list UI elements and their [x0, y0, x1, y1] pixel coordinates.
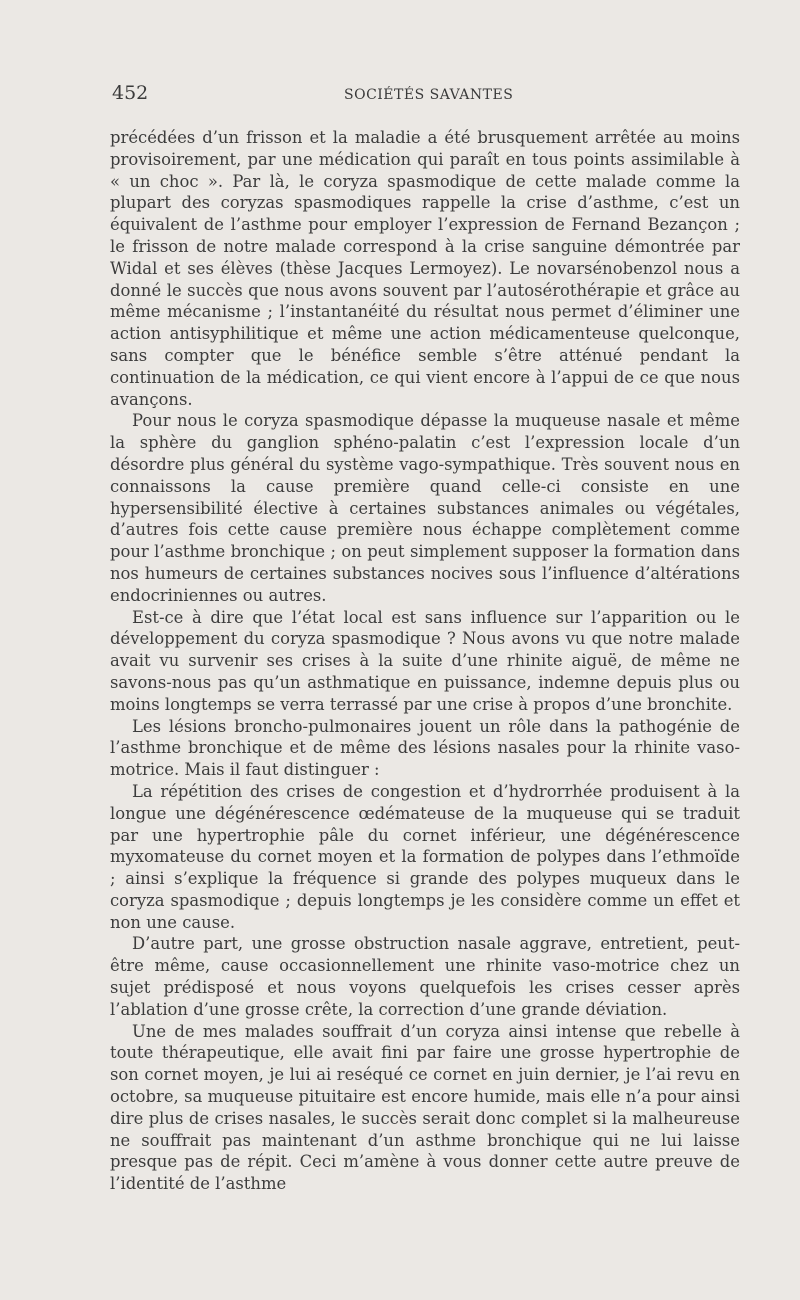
paragraph-4: Les lésions broncho-pulmonaires jouent un rôle dans la pathogénie de l’asthme bronchique et de même des lésions nasales pour la rhinite vaso-motrice. Mais il faut distinguer : [110, 716, 740, 780]
page-number: 452 [112, 82, 149, 104]
paragraph-5: La répétition des crises de congestion et d’hydrorrhée produisent à la longue une dégénérescence œdémateuse de la muqueuse qui se traduit par une hypertrophie pâle du cornet inférieur, une dégénérescence myxomateuse du cornet moyen et la formation de polypes dans l’ethmoïde ; ainsi s’explique la fréquence si grande des polypes muqueux dans le coryza spasmodique ; depuis longtemps je les considère comme un effet et non une cause. [110, 781, 740, 932]
body-text [110, 127, 740, 1195]
paragraph-7: Une de mes malades souffrait d’un coryza ainsi intense que rebelle à toute thérapeutique, elle avait fini par faire une grosse hypertrophie de son cornet moyen, je lui ai reséqué ce cornet en juin dernier, je l’ai revu en octobre, sa muqueuse pituitaire est encore humide, mais elle n’a pour ainsi dire plus de crises nasales, le succès serait donc complet si la malheureuse ne souffrait pas maintenant d’un asthme bronchique qui ne lui laisse presque pas de répit. Ceci m’amène à vous donner cette autre preuve de l’identité de l’asthme [110, 1021, 740, 1194]
paragraph-3: Est-ce à dire que l’état local est sans influence sur l’apparition ou le développement du coryza spasmodique ? Nous avons vu que notre malade avait vu survenir ses crises à la suite d’une rhinite aiguë, de même ne savons-nous pas qu’un asthmatique en puissance, indemne depuis plus ou moins longtemps se verra terrassé par une crise à propos d’une bronchite. [110, 607, 740, 714]
page-header [112, 82, 742, 108]
paragraph-1: précédées d’un frisson et la maladie a été brusquement arrêtée au moins provisoirement, par une médication qui paraît en tous points assimilable à « un choc ». Par là, le coryza spasmodique de cette malade comme la plupart des coryzas spasmodiques rappelle la crise d’asthme, c’est un équivalent de l’asthme pour employer l’expression de Fernand Bezançon ; le frisson de notre malade correspond à la crise sanguine démontrée par Widal et ses élèves (thèse Jacques Lermoyez). Le novarsénobenzol nous a donné le succès que nous avons souvent par l’autosérothérapie et grâce au même mécanisme ; l’instantanéité du résultat nous permet d’éliminer une action antisyphilitique et même une action médicamenteuse quelconque, sans compter que le bénéfice semble s’être atténué pendant la continuation de la médication, ce qui vient encore à l’appui de ce que nous avançons. [110, 128, 740, 409]
running-title: SOCIÉTÉS SAVANTES [344, 87, 514, 103]
paragraph-6: D’autre part, une grosse obstruction nasale aggrave, entretient, peut-être même, cause occasionnellement une rhinite vaso-motrice chez un sujet prédisposé et nous voyons quelquefois les crises cesser après l’ablation d’une grosse crête, la correction d’une grande déviation. [110, 934, 740, 1019]
paragraph-2: Pour nous le coryza spasmodique dépasse la muqueuse nasale et même la sphère du ganglion sphéno-palatin c’est l’expression locale d’un désordre plus général du système vago-sympathique. Très souvent nous en connaissons la cause première quand celle-ci consiste en une hypersensibilité élective à certaines substances animales ou végétales, d’autres fois cette cause première nous échappe complètement comme pour l’asthme bronchique ; on peut simplement supposer la formation dans nos humeurs de certaines substances nocives sous l’influence d’altérations endocriniennes ou autres. [110, 411, 740, 605]
